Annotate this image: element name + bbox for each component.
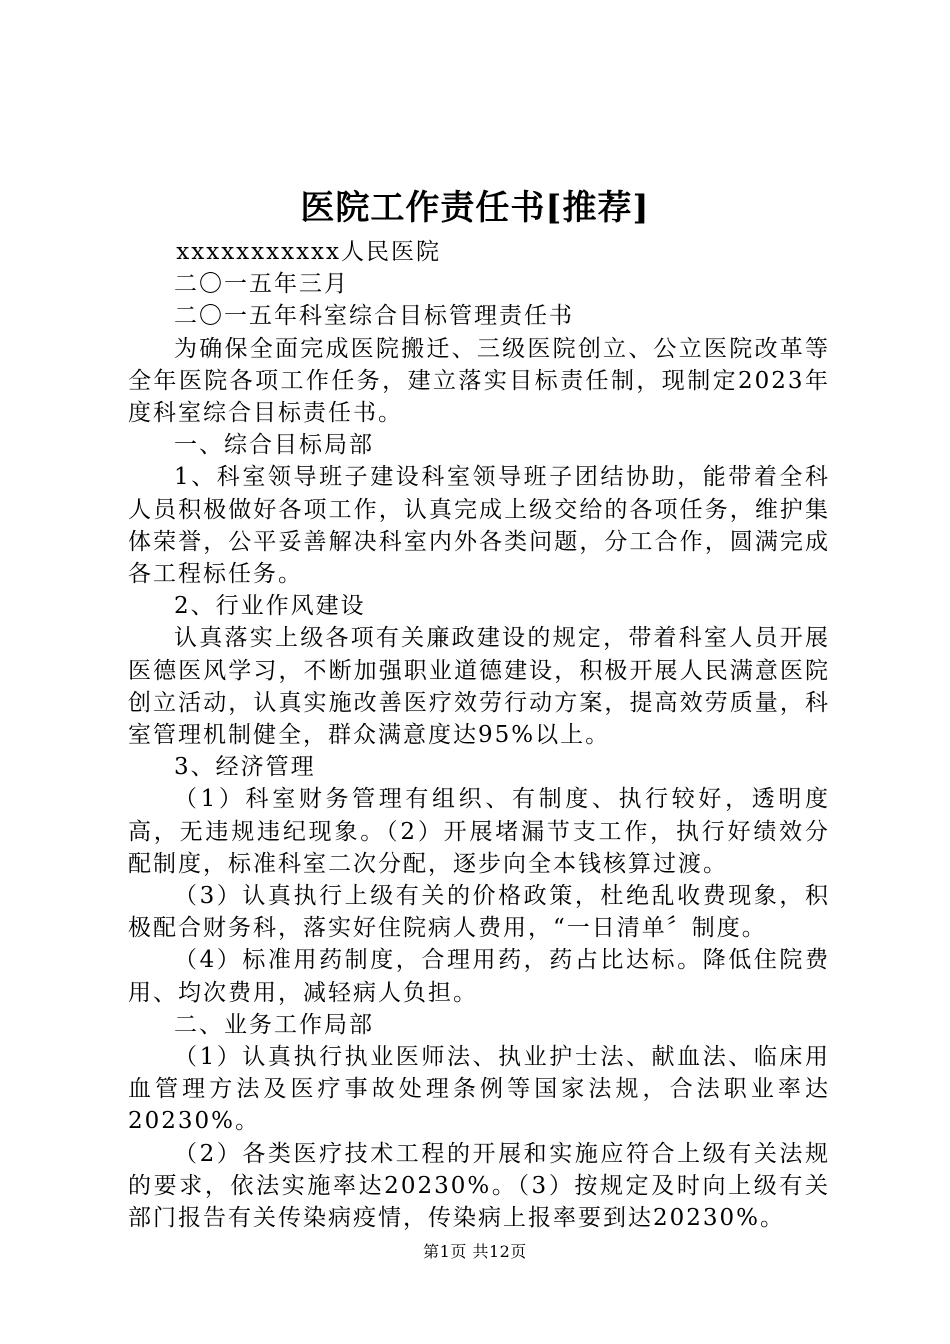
paragraph-medication: （4）标准用药制度，合理用药，药占比达标。降低住院费用、均次费用，减轻病人负担。	[128, 947, 830, 1006]
paragraph-laws: （1）认真执行执业医师法、执业护士法、献血法、临床用血管理方法及医疗事故处理条例等国家法规，合法职业率达20230%。	[128, 1044, 830, 1135]
paragraph-hospital-name: xxxxxxxxxxx人民医院	[176, 239, 441, 265]
paragraph-technology: （2）各类医疗技术工程的开展和实施应符合上级有关法规的要求，依法实施率达20230%。（3）按规定及时向上级有关部门报告有关传染病疫情，传染病上报率要到达20230%。	[128, 1140, 830, 1232]
section-heading-2: 二、业务工作局部	[174, 1011, 374, 1038]
subheading-economic: 3、经济管理	[174, 754, 316, 781]
paragraph-pricing: （3）认真执行上级有关的价格政策，杜绝乱收费现象，积极配合财务科，落实好住院病人费用，“一日清单〞制度。	[128, 883, 830, 942]
page-footer: 第1页 共12页	[423, 1242, 527, 1261]
paragraph-finance: （1）科室财务管理有组织、有制度、执行较好，透明度高，无违规违纪现象。（2）开展堵漏节支工作，执行好绩效分配制度，标准科室二次分配，逐步向全本钱核算过渡。	[128, 786, 830, 877]
paragraph-date: 二〇一五年三月	[174, 271, 349, 298]
paragraph-intro: 为确保全面完成医院搬迁、三级医院创立、公立医院改革等全年医院各项工作任务，建立落实目标责任制，现制定2023年度科室综合目标责任书。	[128, 335, 830, 427]
section-heading-1: 一、综合目标局部	[174, 432, 374, 459]
paragraph-leadership: 1、科室领导班子建设科室领导班子团结协助，能带着全科人员积极做好各项工作，认真完成上级交给的各项任务，维护集体荣誉，公平妥善解决科室内外各类问题，分工合作，圆满完成各工程标任务。	[128, 464, 830, 588]
paragraph-work-style: 认真落实上级各项有关廉政建设的规定，带着科室人员开展医德医风学习，不断加强职业道德建设，积极开展人民满意医院创立活动，认真实施改善医疗效劳行动方案，提高效劳质量，科室管理机制健全，群众满意度达95%以上。	[128, 625, 830, 749]
paragraph-subtitle: 二〇一五年科室综合目标管理责任书	[174, 303, 574, 330]
document-body	[128, 236, 830, 1234]
document-title: 医院工作责任书[推荐]	[300, 188, 650, 228]
subheading-work-style: 2、行业作风建设	[174, 593, 366, 620]
